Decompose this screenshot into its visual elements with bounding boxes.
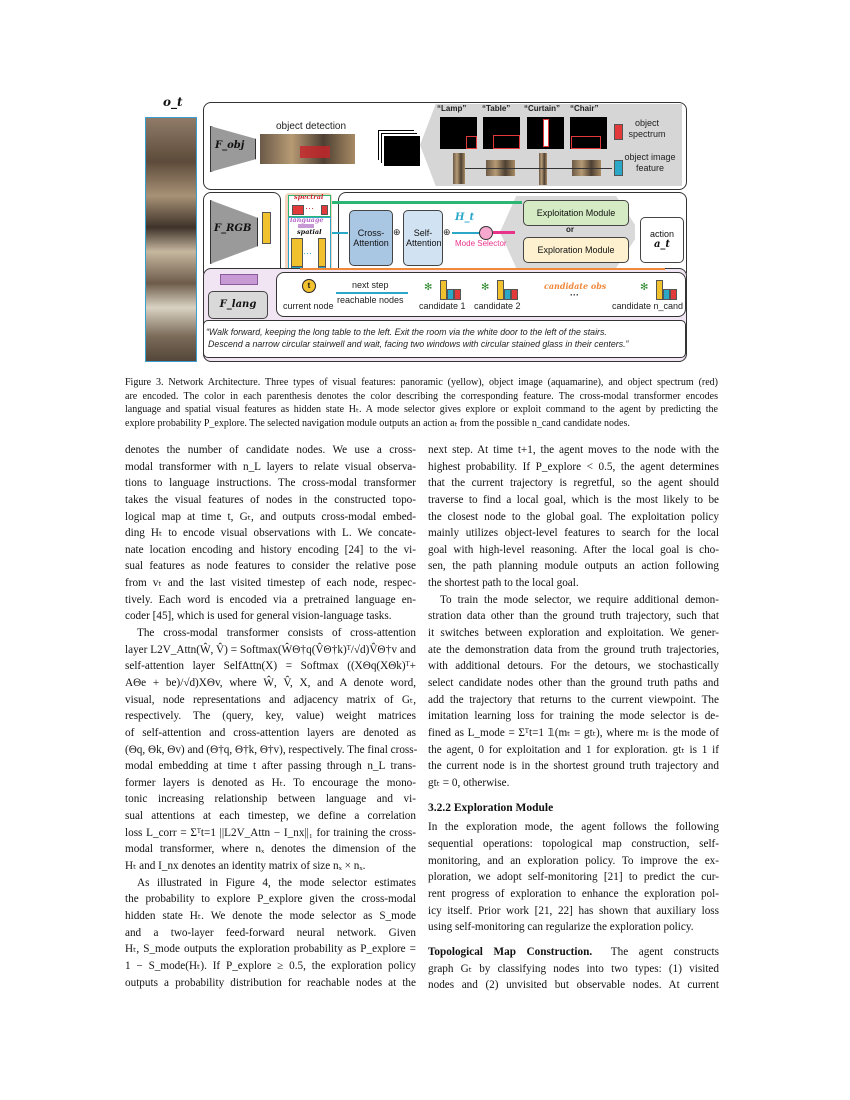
- text-line: the shortest path to the local goal.: [428, 577, 579, 590]
- residual-add-icon: ⊕: [393, 227, 401, 237]
- candidate-n-label: candidate n_cand: [612, 301, 684, 311]
- text-line: mainly utilizes object-level features to search for the local: [428, 527, 719, 540]
- paragraph-lead: Topological Map Construction.: [428, 945, 593, 958]
- candidate-cube-yellow: [656, 280, 663, 300]
- candidate-2-label: candidate 2: [474, 301, 521, 311]
- text-line: using self-monitoring can regularize the exploration policy.: [428, 921, 694, 934]
- mode-selector-arrow: [493, 231, 515, 234]
- text-line: from vₜ and the last visited timestep of each node, respec-: [125, 577, 416, 590]
- candidate-cube-aqua: [504, 289, 511, 300]
- next-step-label: next step: [352, 280, 389, 290]
- candidate-cube-aqua: [663, 289, 670, 300]
- object-crop-curtain: [539, 153, 547, 185]
- self-attention-block: [403, 210, 443, 266]
- f-obj-label: F_obj: [215, 140, 245, 151]
- text-line: and a two-layer feed-forward neural network. Given: [125, 926, 416, 939]
- text-line: monitoring, and an exploration policy. To improve the ex-: [428, 854, 719, 867]
- text-line: that the current trajectory is regretful, so the agent should: [428, 477, 719, 490]
- text-line: tions to language instructions. The cross-modal transformer: [125, 477, 416, 490]
- text-line: the agent, 0 for exploitation and 1 for exploration. gtₜ is 1 if: [428, 743, 719, 756]
- text-line: nodes and (2) unvisited but observable nodes. At current: [428, 979, 719, 992]
- candidate-1-label: candidate 1: [419, 301, 466, 311]
- candidate-cube-yellow: [440, 280, 447, 300]
- or-label: or: [566, 225, 574, 234]
- text-line: takes the visual features of nodes in the constructed topo-: [125, 493, 416, 506]
- text-line: sual attentions at each timestep, we define a correlation: [125, 810, 416, 823]
- instruction-line-1: “Walk forward, keeping the long table to the left. Exit the room via the white door to the left of the stairs.: [206, 327, 607, 337]
- text-line: 1 − S_mode(Hₜ). If P_explore ≥ 0.5, the exploration policy: [125, 959, 416, 972]
- text-line: highest probability. If P_explore < 0.5, the agent determines: [428, 460, 719, 473]
- text-line: hidden state Hₜ. We denote the mode selector as S_mode: [125, 909, 416, 922]
- candidate-cube-red: [511, 289, 518, 300]
- mode-selector-node: [479, 226, 493, 240]
- candidate-cube-red: [670, 289, 677, 300]
- left-text-column: [125, 442, 416, 991]
- text-line: icy itself. Prior work [21, 22] has shown that auxiliary loss: [428, 904, 719, 917]
- text-line: nate location encoding and history encoding [24] to the vi-: [125, 543, 416, 556]
- exploitation-module-label: Exploitation Module: [536, 207, 616, 218]
- caption-line: Figure 3. Network Architecture. Three types of visual features: panoramic (yellow), object image (aquamarine), and object spectrum (red): [125, 377, 718, 388]
- candidate-node-icon: ✻: [481, 282, 490, 293]
- hidden-state-label: H_t: [455, 212, 475, 223]
- observation-label: o_t: [163, 95, 183, 109]
- spectral-label: spectral: [294, 193, 324, 201]
- instruction-line-2: Descend a narrow circular stairwell and wait, facing two windows with circular stained glass in their centers.”: [208, 339, 629, 349]
- text-line: select candidate nodes other than the ground truth paths and: [428, 676, 719, 689]
- spectral-ellipsis: ···: [305, 203, 314, 213]
- text-line: fined as L_mode = Σᵀt=1 𝟙(mₜ = gtₜ), where mₜ is the mode of: [428, 726, 719, 739]
- reachable-nodes-label: reachable nodes: [337, 295, 404, 305]
- text-line: loss L_corr = Σᵀt=1 ||L2V_Attn − I_nx||₁ for training the cross-: [125, 826, 416, 839]
- action-box: [640, 217, 684, 263]
- candidate-cube-aqua: [447, 289, 454, 300]
- object-crop-line: [465, 168, 612, 169]
- mask-box-table: [493, 135, 520, 149]
- text-line: next step. At time t+1, the agent moves to the node with the: [428, 444, 719, 456]
- text-line: coder [45], which is used for general vision-language tasks.: [125, 610, 392, 623]
- right-text-column: [428, 442, 719, 994]
- text-line: rent progress of exploration to enhance the exploration pol-: [428, 888, 719, 901]
- text-line: self-attention layer SelfAttn(X) = Softmax ((XΘq(XΘk)ᵀ+: [125, 660, 416, 673]
- spatial-label: spatial: [297, 228, 322, 236]
- text-line: denotes the number of candidate nodes. We use a cross-: [125, 444, 416, 456]
- text-line: the probability to explore P_explore given the cross-modal: [125, 893, 416, 906]
- f-rgb-label: F_RGB: [214, 223, 252, 234]
- text-line: In the exploration mode, the agent follows the following: [428, 821, 719, 834]
- text-line: add the trajectory that returns to the current viewpoint. The: [428, 693, 719, 706]
- text-line: (Θq, Θk, Θv) and (Θ†q, Θ†k, Θ†v), respectively. The final cross-: [125, 743, 418, 756]
- text-line: of self-attention and cross-attention layers are denoted as: [125, 726, 416, 739]
- reachable-arrow: [336, 292, 408, 294]
- text-line: goal with high-level reasoning. After the local goal is cho-: [428, 543, 719, 556]
- text-line: it switches between exploration and exploitation. We gener-: [428, 627, 719, 640]
- object-word-curtain: “Curtain”: [524, 104, 560, 113]
- spectral-cube: [321, 205, 328, 215]
- text-line: ploration, we adopt self-monitoring [21] to predict the cur-: [428, 871, 719, 884]
- object-image-feature-text: object image feature: [624, 152, 676, 173]
- text-line: tonic increasing relationship between language and vi-: [125, 793, 416, 806]
- text-line: tively. Each word is encoded via a pretrained language en-: [125, 593, 416, 606]
- text-line: modal embedding at time t after passing through n_L trans-: [125, 760, 416, 773]
- self-attention-label: Self-Attention: [406, 227, 442, 248]
- object-word-lamp: “Lamp”: [437, 104, 467, 113]
- text-line: logical map at time t, Gₜ, and outputs cross-modal embed-: [125, 510, 416, 523]
- text-line: To train the mode selector, we require additional demon-: [440, 593, 719, 606]
- current-node-label: current node: [283, 301, 334, 311]
- cross-attention-label: Cross-Attention: [353, 227, 389, 248]
- detection-highlight: [300, 146, 330, 158]
- exploration-module: [523, 237, 629, 263]
- text-line: ding Hₜ to encode visual observations with L. We concate-: [125, 527, 416, 540]
- mask-box-lamp: [466, 136, 477, 149]
- text-line: sequential operations: topological map construction, self-: [428, 838, 719, 851]
- mask-box-curtain: [543, 119, 549, 147]
- figure-caption: [125, 376, 718, 431]
- hidden-state-arrow: [452, 232, 482, 234]
- language-label: language: [290, 216, 324, 224]
- paragraph-first-line: [428, 944, 719, 961]
- candidate-cube-yellow: [497, 280, 504, 300]
- object-word-chair: “Chair”: [570, 104, 599, 113]
- f-lang-encoder: [208, 291, 268, 319]
- caption-line: language and spatial visual features as hidden state Hₜ. A mode selector gives explore or exploit command to the agent by predicting the: [125, 404, 718, 416]
- candidate-obs-line: [300, 268, 665, 270]
- text-line: ate the demonstration data from the ground truth trajectories,: [428, 643, 719, 656]
- object-image-cube: [614, 160, 623, 176]
- text-line: sen, the path planning module outputs an action following: [428, 560, 719, 573]
- object-spectrum-cube: [614, 124, 623, 140]
- candidate-cube-red: [454, 289, 461, 300]
- candidate-obs-label: candidate obs: [544, 281, 607, 291]
- text-line: As illustrated in Figure 4, the mode selector estimates: [137, 876, 416, 889]
- object-word-table: “Table”: [482, 104, 511, 113]
- text-line: former layers is denoted as Hₜ. To encourage the mono-: [125, 776, 416, 789]
- spatial-cube-stack: [291, 238, 303, 268]
- candidate-node-icon: ✻: [640, 282, 649, 293]
- exploitation-module: [523, 200, 629, 226]
- text-line: sual features as node features to consider the relative pose: [125, 560, 416, 573]
- text-line: gtₜ = 0, otherwise.: [428, 776, 510, 789]
- object-spectrum-label: [628, 118, 666, 140]
- text-fragment: The agent constructs: [610, 945, 720, 958]
- language-feature-bar: [220, 274, 258, 285]
- text-line: Hₜ and I_nx denotes an identity matrix of size nₓ × nₓ.: [125, 860, 366, 873]
- text-line: modal transformer with n_L layers to relate visual observa-: [125, 460, 416, 473]
- text-line: visual, node representations and adjacency matrix of Gₜ,: [125, 693, 416, 706]
- exploration-module-label: Exploration Module: [537, 244, 615, 255]
- mask-stack: [384, 136, 420, 166]
- spatial-ellipsis: ···: [303, 248, 312, 258]
- spatial-cube-stack: [318, 238, 326, 268]
- text-line: layer L2V_Attn(Ŵ, V̂) = Softmax(ŴΘ†q(V̂Θ†k)ᵀ/√d)V̂Θ†v and: [125, 643, 416, 656]
- blue-arrow: [332, 232, 348, 234]
- object-spectrum-text: object spectrum: [628, 118, 666, 139]
- text-line: outputs a probability distribution for reachable nodes at the: [125, 976, 416, 989]
- caption-line: are encoded. The color in each parenthesis denotes the color describing the corresponding feature. The cross-modal transformer encodes: [125, 390, 718, 402]
- action-symbol: a_t: [653, 239, 671, 251]
- mask-box-chair: [571, 136, 601, 149]
- candidate-node-icon: ✻: [424, 282, 433, 293]
- action-label: action: [649, 229, 675, 240]
- panoramic-feature-cube: [262, 212, 271, 244]
- text-line: with additional detours. For the detours, we stochastically: [428, 660, 719, 673]
- text-line: The cross-modal transformer consists of cross-attention: [137, 627, 416, 640]
- caption-line: explore probability P_explore. The selected navigation module outputs an action aₜ from the possible n_cand candidate nodes.: [125, 418, 630, 430]
- current-node-icon-text: t: [307, 281, 311, 290]
- paragraph-gap: [428, 936, 719, 944]
- text-line: the current node is in the shortest ground truth trajectory and: [428, 760, 719, 773]
- text-line: graph Gₜ by classifying nodes into two types: (1) visited: [428, 962, 719, 975]
- spectral-cube: [292, 205, 304, 215]
- f-lang-label: F_lang: [219, 299, 257, 311]
- text-line: imitation learning loss for training the mode selector is de-: [428, 710, 719, 723]
- mode-selector-label: Mode Selector: [455, 239, 507, 248]
- text-line: stration data other than the ground truth trajectory, such that: [428, 610, 719, 623]
- cross-attention-block: [349, 210, 393, 266]
- section-heading: 3.2.2 Exploration Module: [428, 802, 554, 815]
- text-line: Hₜ, S_mode outputs the exploration probability as P_explore =: [125, 943, 416, 956]
- panorama-image: [145, 117, 197, 362]
- text-line: AΘe + be)/√d)XΘv, where Ŵ, V̂, X, and A denote word,: [125, 676, 416, 689]
- text-line: the closest node to the global goal. The exploitation policy: [428, 510, 719, 523]
- green-arrow: [332, 201, 522, 204]
- current-node-icon: [302, 279, 316, 293]
- residual-add-icon: ⊕: [443, 227, 451, 237]
- text-line: respectively. The (query, key, value) weight matrices: [125, 710, 416, 723]
- object-image-feature-label: [624, 152, 676, 174]
- object-crop-lamp: [453, 153, 465, 184]
- text-line: traverse to find a local goal, which is the most likely to be: [428, 493, 719, 506]
- candidate-ellipsis: ···: [570, 290, 579, 300]
- text-line: modal transformer, where nₓ denotes the dimension of the: [125, 843, 416, 856]
- object-detection-label: object detection: [276, 121, 347, 132]
